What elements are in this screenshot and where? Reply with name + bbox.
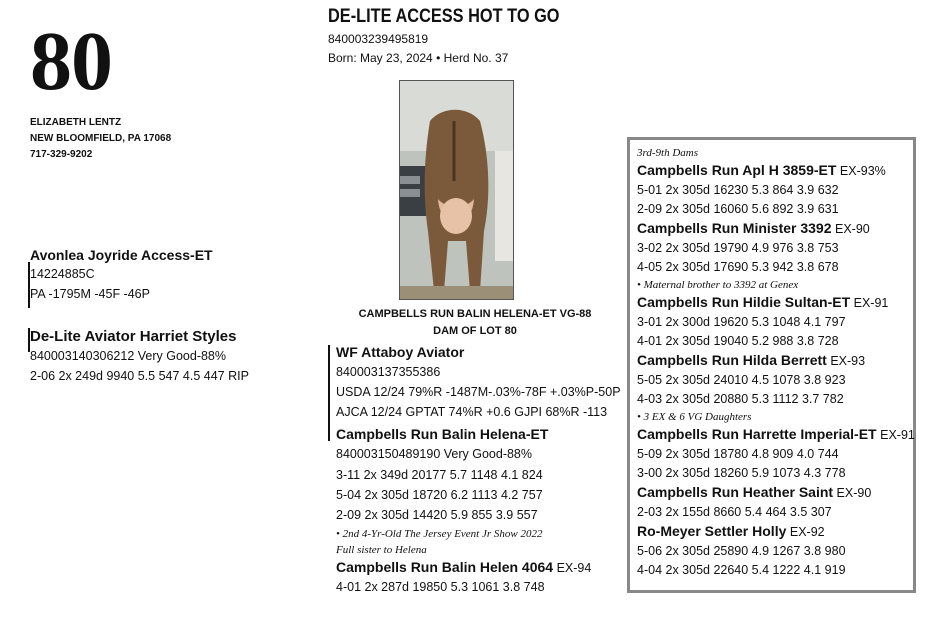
animal-name: DE-LITE ACCESS HOT TO GO xyxy=(328,6,560,27)
dam-record: 2-09 2x 305d 14420 5.9 855 3.9 557 xyxy=(336,508,538,522)
animal-id: 840003239495819 xyxy=(328,32,429,46)
sire-dam-name: De-Lite Aviator Harriet Styles xyxy=(30,328,237,345)
dam-entry-record: 4-05 2x 305d 17690 5.3 942 3.8 678 xyxy=(637,260,839,274)
sire-proof: PA -1795M -45F -46P xyxy=(30,287,150,301)
dam-entry-record: 2-09 2x 305d 16060 5.6 892 3.9 631 xyxy=(637,202,839,216)
dam-sire-id: 840003137355386 xyxy=(336,365,441,379)
consignor-city: NEW BLOOMFIELD, PA 17068 xyxy=(30,133,172,144)
sire-dam-id-score: 840003140306212 Very Good-88% xyxy=(30,349,226,363)
dam-entry-note: • 3 EX & 6 VG Daughters xyxy=(637,411,752,423)
dam-note: • 2nd 4-Yr-Old The Jersey Event Jr Show 2022 xyxy=(336,528,543,540)
grand-dam-name: Campbells Run Balin Helen 4064 EX-94 xyxy=(336,559,592,575)
consignor-name: ELIZABETH LENTZ xyxy=(30,117,122,128)
dam-entry-name: Campbells Run Minister 3392 EX-90 xyxy=(637,220,870,236)
dam-entry-record: 4-03 2x 305d 20880 5.3 1112 3.7 782 xyxy=(637,392,844,406)
dam-entry-record: 5-06 2x 305d 25890 4.9 1267 3.8 980 xyxy=(637,544,846,558)
dam-entry-record: 4-01 2x 305d 19040 5.2 988 3.8 728 xyxy=(637,334,839,348)
dam-entry-name: Campbells Run Heather Saint EX-90 xyxy=(637,484,872,500)
sire-name: Avonlea Joyride Access-ET xyxy=(30,247,213,263)
dam-entry-record: 5-05 2x 305d 24010 4.5 1078 3.8 923 xyxy=(637,373,846,387)
dam-name: Campbells Run Balin Helena-ET xyxy=(336,426,549,442)
dam-entry-name: Ro-Meyer Settler Holly EX-92 xyxy=(637,523,825,539)
dam-entry-name: Campbells Run Harrette Imperial-ET EX-91 xyxy=(637,426,915,442)
dam-entry-name: Campbells Run Hilda Berrett EX-93 xyxy=(637,352,866,368)
dam-entry-note: • Maternal brother to 3392 at Genex xyxy=(637,279,799,291)
dam-sire-name: WF Attaboy Aviator xyxy=(336,344,465,360)
grand-dam-record: 4-01 2x 287d 19850 5.3 1061 3.8 748 xyxy=(336,580,545,594)
dams-box-content xyxy=(637,145,915,580)
dams-box xyxy=(627,137,916,593)
dam-entry-record: 5-09 2x 305d 18780 4.8 909 4.0 744 xyxy=(637,447,839,461)
dam-entry-name: Campbells Run Apl H 3859-ET EX-93% xyxy=(637,162,886,178)
animal-born-line: Born: May 23, 2024 • Herd No. 37 xyxy=(328,51,509,65)
dam-note: Full sister to Helena xyxy=(336,544,427,556)
dam-entry-name: Campbells Run Hildie Sultan-ET EX-91 xyxy=(637,294,889,310)
dam-sire-usda: USDA 12/24 79%R -1487M-.03%-78F +.03%P-50P xyxy=(336,385,621,399)
dams-box-header: 3rd-9th Dams xyxy=(637,147,699,159)
dam-entry-record: 3-02 2x 305d 19790 4.9 976 3.8 753 xyxy=(637,241,839,255)
dam-entry-record: 4-04 2x 305d 22640 5.4 1222 4.1 919 xyxy=(637,563,846,577)
dam-entry-record: 3-00 2x 305d 18260 5.9 1073 4.3 778 xyxy=(637,466,846,480)
consignor-phone: 717-329-9202 xyxy=(30,149,93,160)
dam-entry-record: 5-01 2x 305d 16230 5.3 864 3.9 632 xyxy=(637,183,839,197)
photo-caption-line2: DAM OF LOT 80 xyxy=(433,325,517,337)
dam-record: 5-04 2x 305d 18720 6.2 1113 4.2 757 xyxy=(336,488,543,502)
dam-entry-record: 3-01 2x 300d 19620 5.3 1048 4.1 797 xyxy=(637,315,846,329)
dam-bracket xyxy=(328,345,330,441)
dam-record: 3-11 2x 349d 20177 5.7 1148 4.1 824 xyxy=(336,468,543,482)
dam-entry-record: 2-03 2x 155d 8660 5.4 464 3.5 307 xyxy=(637,505,832,519)
sire-id: 14224885C xyxy=(30,267,95,281)
photo-caption-line1: CAMPBELLS RUN BALIN HELENA-ET VG-88 xyxy=(358,308,592,320)
cow-photo xyxy=(399,80,514,300)
dam-sire-ajca: AJCA 12/24 GPTAT 74%R +0.6 GJPI 68%R -113 xyxy=(336,405,608,419)
lot-number: 80 xyxy=(30,15,112,108)
dam-id-score: 840003150489190 Very Good-88% xyxy=(336,447,532,461)
consignor-info xyxy=(30,115,171,163)
sire-dam-record: 2-06 2x 249d 9940 5.5 547 4.5 447 RIP xyxy=(30,369,249,383)
photo-caption xyxy=(340,306,610,340)
